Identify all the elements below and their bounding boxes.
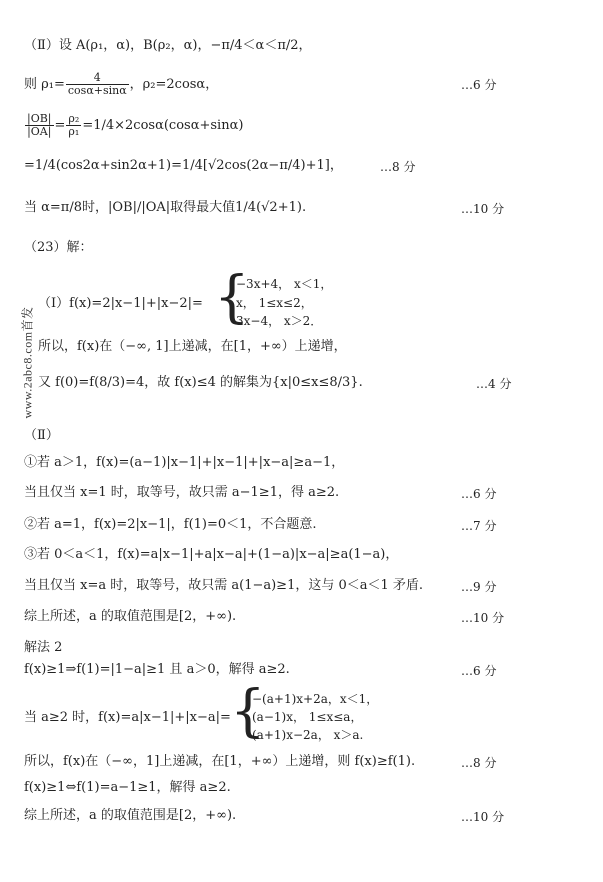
part2-label: （Ⅱ） [24, 428, 59, 443]
rho2-text: ρ₂ [68, 112, 80, 125]
max-line: 当 α=π/8时，|OB|/|OA|取得最大值1/4(√2+1). [24, 200, 307, 215]
case3-condition: 当且仅当 x=a 时，取等号，故只需 a(1−a)≥1，这与 0＜a＜1 矛盾. [24, 578, 424, 593]
score-6-c: …6 分 [461, 664, 497, 678]
summary1-line: 综上所述，a 的取值范围是[2，+∞). [24, 609, 237, 624]
case3-line: ③若 0＜a＜1，f(x)=a|x−1|+a|x−a|+(1−a)|x−a|≥a(1−a)， [24, 547, 399, 562]
monotonic-line: 所以，f(x)在（−∞, 1]上递减，在[1，+∞）上递增， [38, 339, 347, 354]
rho-suffix: ，ρ₂=2cosα， [129, 77, 219, 92]
method2-title: 解法 2 [24, 640, 63, 655]
piecewise2-case-1: −(a+1)x+2a，x＜1， [252, 692, 379, 706]
score-6-a: …6 分 [461, 78, 497, 92]
ob-oa-fraction [25, 113, 54, 138]
case1-condition: 当且仅当 x=1 时，取等号，故只需 a−1≥1，得 a≥2. [24, 485, 340, 500]
rho-line [24, 72, 218, 97]
piecewise1-case-2: x， 1≤x≤2， [236, 296, 313, 310]
score-10-b: …10 分 [461, 611, 505, 625]
solution-set-line: 又 f(0)=f(8/3)=4，故 f(x)≤4 的解集为{x|0≤x≤8/3}. [38, 375, 363, 390]
part2-setup: （Ⅱ）设 A(ρ₁，α)，B(ρ₂，α)，−π/4＜α＜π/2， [24, 38, 312, 53]
rho1-text: ρ₁ [68, 125, 80, 138]
piecewise2-brace: { [230, 679, 266, 744]
side-watermark: www.2abc8.com首发 [20, 306, 35, 419]
rho1-fraction [66, 72, 129, 97]
score-10-c: …10 分 [461, 810, 505, 824]
rho-prefix: 则 ρ₁= [24, 77, 65, 92]
rho-ratio-fraction [66, 113, 81, 138]
score-10-a: …10 分 [461, 202, 505, 216]
piecewise2-case-3: (a+1)x−2a， x＞a. [252, 728, 364, 742]
piecewise2-lhs: 当 a≥2 时，f(x)=a|x−1|+|x−a|= [24, 710, 231, 725]
rho1-num: 4 [66, 72, 129, 85]
method2-line2: 所以，f(x)在（−∞，1]上递减，在[1，+∞）上递增，则 f(x)≥f(1). [24, 754, 416, 769]
piecewise1-case-3: 3x−4， x＞2． [236, 314, 323, 328]
score-6-b: …6 分 [461, 487, 497, 501]
case1-line: ①若 a＞1，f(x)=(a−1)|x−1|+|x−1|+|x−a|≥a−1， [24, 455, 345, 470]
piecewise1-brace: { [214, 265, 250, 330]
method2-line1: f(x)≥1⇒f(1)=|1−a|≥1 且 a＞0，解得 a≥2. [24, 662, 290, 677]
ratio-line [24, 113, 243, 138]
equals-sign: = [54, 118, 66, 133]
ratio-rhs: =1/4×2cosα(cosα+sinα) [82, 118, 244, 133]
ob-text: |OB| [27, 112, 52, 125]
q23-title: （23）解： [24, 240, 93, 255]
piecewise1-lhs: （Ⅰ）f(x)=2|x−1|+|x−2|= [38, 296, 203, 311]
case2-line: ②若 a=1，f(x)=2|x−1|，f(1)=0＜1，不合题意. [24, 517, 317, 532]
piecewise2-case-2: (a−1)x， 1≤x≤a， [252, 710, 363, 724]
score-8-a: …8 分 [380, 160, 416, 174]
rho1-den: cosα+sinα [67, 84, 127, 97]
method2-line3: f(x)≥1⇔f(1)=a−1≥1，解得 a≥2. [24, 780, 231, 795]
score-4: …4 分 [476, 377, 512, 391]
expand-line: =1/4(cos2α+sin2α+1)=1/4[√2cos(2α−π/4)+1]， [24, 158, 343, 173]
summary2-line: 综上所述，a 的取值范围是[2，+∞). [24, 808, 237, 823]
oa-text: |OA| [27, 125, 52, 138]
score-8-b: …8 分 [461, 756, 497, 770]
piecewise1-case-1: −3x+4， x＜1， [236, 277, 333, 291]
score-9: …9 分 [461, 580, 497, 594]
score-7: …7 分 [461, 519, 497, 533]
